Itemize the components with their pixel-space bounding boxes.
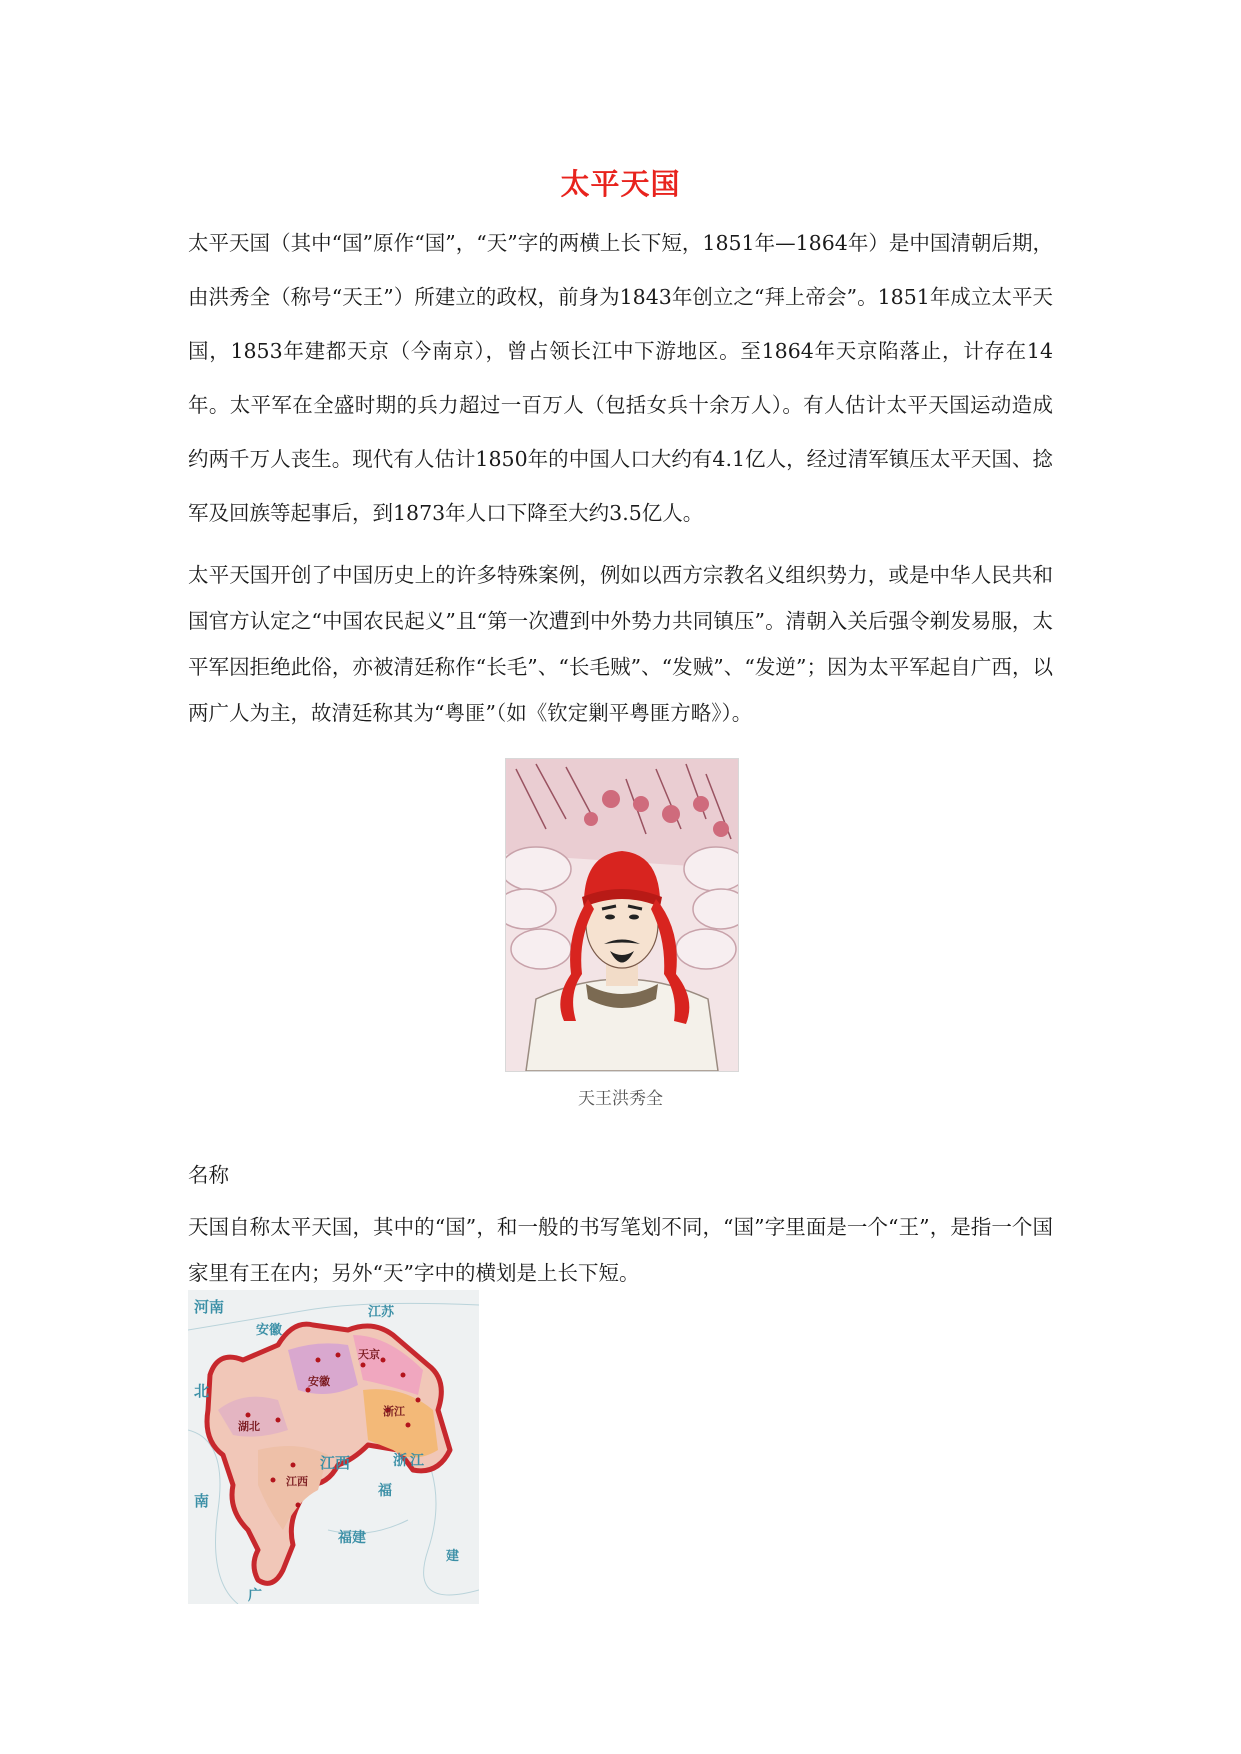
map-label-anhui: 安徽 — [256, 1323, 283, 1338]
map-label-jian: 建 — [446, 1549, 460, 1564]
page-title: 太平天国 — [560, 167, 681, 201]
cases-paragraph: 太平天国开创了中国历史上的许多特殊案例，例如以西方宗教名义组织势力，或是中华人民共和国官方认定之“中国农民起义”且“第一次遭到中外势力共同镇压”。清朝入关后强令剃发易服，太平军因拒绝此俗，亦被清廷称作“长毛”、“长毛贼”、“发贼”、“发逆”；因为太平军起自广西，以两广人为主，故清廷称其为“粤匪”（如《钦定剿平粤匪方略》）。 — [188, 563, 1053, 725]
map-label-nan: 南 — [194, 1492, 210, 1510]
map-label-henan: 河南 — [194, 1298, 225, 1316]
map-label-jiang: 江 — [410, 1453, 424, 1469]
map-label-jiangsu: 江苏 — [368, 1305, 395, 1320]
map-label-fu: 福 — [378, 1483, 392, 1499]
name-paragraph: 天国自称太平天国，其中的“国”，和一般的书写笔划不同，“国”字里面是一个“王”，是指一个国家里有王在内；另外“天”字中的横划是上长下短。 — [188, 1215, 1053, 1285]
map-label-anhui-inner: 安徽 — [308, 1375, 330, 1388]
map-label-fujian: 福建 — [338, 1530, 366, 1546]
map-label-jiangxi-outer: 江西 — [320, 1454, 351, 1472]
territory-map-image — [188, 1290, 479, 1604]
map-label-bei: 北 — [194, 1382, 210, 1400]
portrait-caption: 天王洪秀全 — [578, 1089, 663, 1109]
intro-paragraph: 太平天国（其中“国”原作“国”，“天”字的两横上长下短，1851年—1864年）是中国清朝后期，由洪秀全（称号“天王”）所建立的政权，前身为1843年创立之“拜上帝会”。1851年成立太平天国，1853年建都天京（今南京），曾占领长江中下游地区。至1864年天京陷落止，计存在14年。太平军在全盛时期的兵力超过一百万人（包括女兵十余万人）。有人估计太平天国运动造成约两千万人丧生。现代有人估计1850年的中国人口大约有4.1亿人，经过清军镇压太平天国、捻军及回族等起事后，到1873年人口下降至大约3.5亿人。 — [188, 231, 1053, 525]
map-label-zhe: 浙 — [393, 1453, 407, 1469]
map-label-tianjing: 天京 — [358, 1348, 380, 1361]
map-label-guang: 广 — [248, 1588, 262, 1604]
map-label-jiangxi: 江西 — [286, 1475, 308, 1488]
hong-xiuquan-portrait-image — [505, 758, 739, 1072]
map-label-hubei: 湖北 — [238, 1420, 260, 1433]
map-label-zhejiang: 浙江 — [383, 1405, 405, 1418]
section-heading-name: 名称 — [188, 1163, 229, 1187]
